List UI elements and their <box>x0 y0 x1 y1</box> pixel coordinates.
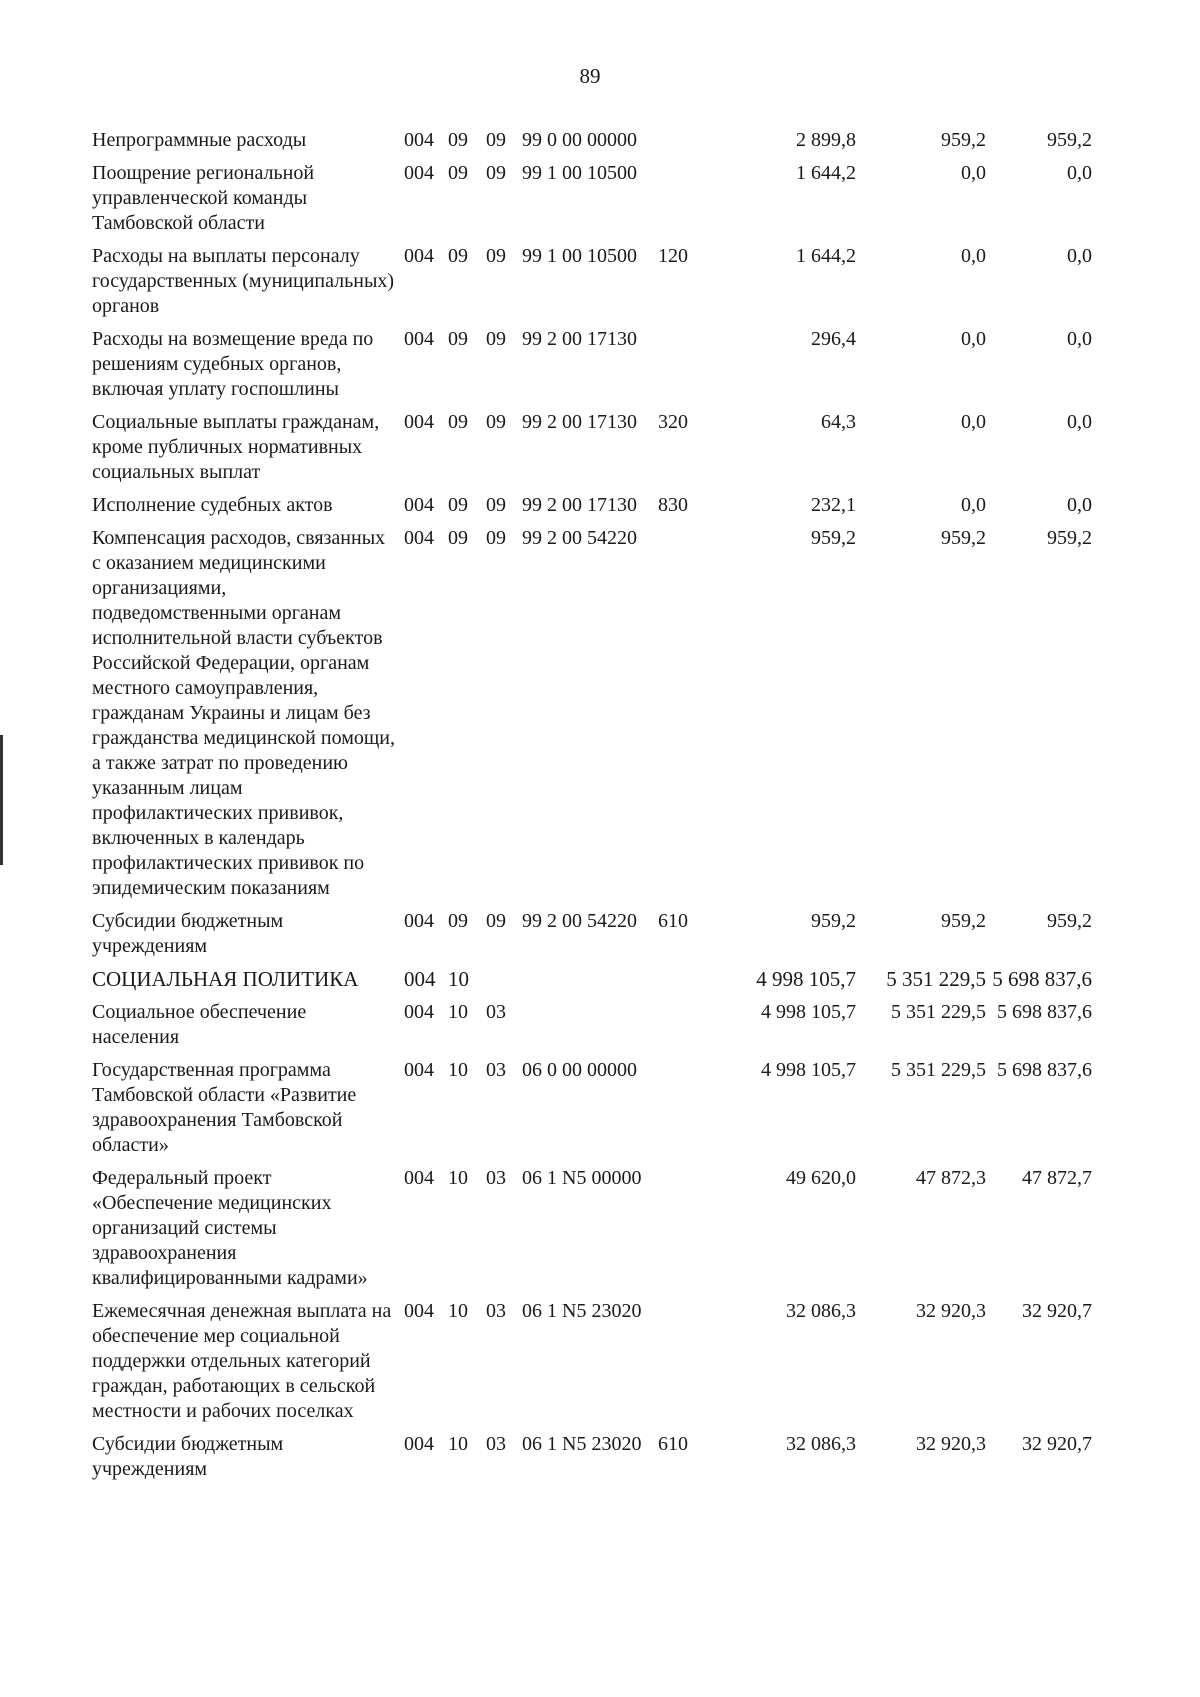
subsection-code: 09 <box>486 162 506 184</box>
target-article-code: 06 0 00 00000 <box>522 1059 637 1081</box>
section-code: 09 <box>448 129 468 151</box>
admin-code: 004 <box>404 1167 434 1189</box>
section-code: 10 <box>448 1433 468 1455</box>
amount-year-3: 0,0 <box>1067 494 1092 516</box>
subsection-code: 03 <box>486 1167 506 1189</box>
amount-year-1: 232,1 <box>811 494 856 516</box>
expense-name: Субсидии бюджетным учреждениям <box>92 910 284 957</box>
amount-year-1: 1 644,2 <box>796 162 856 184</box>
table-row <box>92 1299 1092 1424</box>
amount-year-1: 959,2 <box>811 910 856 932</box>
expense-name: Государственная программа Тамбовской области «Развитие здравоохранения Тамбовской области» <box>92 1059 357 1156</box>
amount-year-2: 5 351 229,5 <box>891 1001 986 1023</box>
amount-year-1: 64,3 <box>821 411 856 433</box>
amount-year-3: 5 698 837,6 <box>997 1001 1092 1023</box>
amount-year-3: 0,0 <box>1067 328 1092 350</box>
subsection-code: 03 <box>486 1433 506 1455</box>
admin-code: 004 <box>404 527 434 549</box>
expense-type-code: 830 <box>658 494 688 516</box>
target-article-code <box>512 967 648 992</box>
amount-year-3: 0,0 <box>1067 411 1092 433</box>
expense-type-code <box>648 967 708 992</box>
target-article-code: 99 2 00 17130 <box>522 328 637 350</box>
amount-year-1: 296,4 <box>811 328 856 350</box>
expense-type-code: 610 <box>658 910 688 932</box>
expense-name: Социальные выплаты гражданам, кроме публичных нормативных социальных выплат <box>92 411 380 483</box>
target-article-code: 99 2 00 54220 <box>522 910 637 932</box>
amount-year-2: 0,0 <box>961 162 986 184</box>
section-code: 09 <box>448 245 468 267</box>
expense-name: Федеральный проект «Обеспечение медицинских организаций системы здравоохранения квалифицированными кадрами» <box>92 1167 368 1289</box>
expense-type-code <box>648 128 708 153</box>
target-article-code: 99 1 00 10500 <box>522 245 637 267</box>
amount-year-1: 959,2 <box>811 527 856 549</box>
table-row <box>92 244 1092 319</box>
admin-code: 004 <box>404 494 434 516</box>
expense-type-code <box>648 1000 708 1050</box>
admin-code: 004 <box>404 910 434 932</box>
table-row <box>92 1058 1092 1158</box>
expense-type-code: 320 <box>658 411 688 433</box>
amount-year-3: 47 872,7 <box>1022 1167 1092 1189</box>
section-code: 09 <box>448 494 468 516</box>
amount-year-2: 959,2 <box>941 910 986 932</box>
target-article-code <box>512 1000 648 1050</box>
amount-year-3: 0,0 <box>1067 245 1092 267</box>
table-row <box>92 128 1092 153</box>
amount-year-3: 0,0 <box>1067 162 1092 184</box>
target-article-code: 99 2 00 54220 <box>522 527 637 549</box>
table-row <box>92 1166 1092 1291</box>
expense-type-code: 610 <box>658 1433 688 1455</box>
expense-type-code <box>648 161 708 236</box>
section-code: 10 <box>448 1059 468 1081</box>
expense-type-code <box>648 327 708 402</box>
amount-year-2: 959,2 <box>941 527 986 549</box>
subsection-code: 09 <box>486 527 506 549</box>
admin-code: 004 <box>404 129 434 151</box>
section-code: 10 <box>448 1300 468 1322</box>
scan-edge-mark <box>0 735 3 865</box>
admin-code: 004 <box>404 1059 434 1081</box>
budget-table <box>92 128 1092 1490</box>
amount-year-2: 47 872,3 <box>916 1167 986 1189</box>
table-row <box>92 327 1092 402</box>
expense-type-code <box>648 1299 708 1424</box>
section-code: 09 <box>448 527 468 549</box>
section-code: 09 <box>448 411 468 433</box>
expense-type-code <box>648 526 708 901</box>
subsection-code: 09 <box>486 411 506 433</box>
target-article-code: 99 1 00 10500 <box>522 162 637 184</box>
section-code: 09 <box>448 328 468 350</box>
section-code: 10 <box>448 967 469 991</box>
amount-year-2: 32 920,3 <box>916 1300 986 1322</box>
amount-year-2: 0,0 <box>961 494 986 516</box>
expense-name: Исполнение судебных актов <box>92 494 333 516</box>
target-article-code: 99 2 00 17130 <box>522 494 637 516</box>
table-row <box>92 909 1092 959</box>
target-article-code: 06 1 N5 23020 <box>522 1300 642 1322</box>
amount-year-3: 5 698 837,6 <box>997 1059 1092 1081</box>
subsection-code: 03 <box>486 1300 506 1322</box>
amount-year-1: 4 998 105,7 <box>761 1059 856 1081</box>
amount-year-3: 32 920,7 <box>1022 1300 1092 1322</box>
amount-year-1: 4 998 105,7 <box>761 1001 856 1023</box>
target-article-code: 99 0 00 00000 <box>522 129 637 151</box>
amount-year-1: 32 086,3 <box>786 1300 856 1322</box>
amount-year-3: 32 920,7 <box>1022 1433 1092 1455</box>
admin-code: 004 <box>404 967 436 991</box>
admin-code: 004 <box>404 1001 434 1023</box>
subsection-code: 09 <box>486 129 506 151</box>
target-article-code: 06 1 N5 00000 <box>522 1167 642 1189</box>
page-number: 89 <box>579 64 601 88</box>
amount-year-3: 959,2 <box>1047 527 1092 549</box>
amount-year-2: 0,0 <box>961 245 986 267</box>
subsection-code: 09 <box>486 328 506 350</box>
expense-name: Поощрение региональной управленческой команды Тамбовской области <box>92 162 315 234</box>
amount-year-1: 49 620,0 <box>786 1167 856 1189</box>
table-row <box>92 161 1092 236</box>
admin-code: 004 <box>404 245 434 267</box>
expense-name: Расходы на выплаты персоналу государственных (муниципальных) органов <box>92 245 395 317</box>
table-row <box>92 410 1092 485</box>
amount-year-2: 0,0 <box>961 328 986 350</box>
amount-year-3: 959,2 <box>1047 910 1092 932</box>
admin-code: 004 <box>404 1433 434 1455</box>
expense-name: Непрограммные расходы <box>92 129 307 151</box>
admin-code: 004 <box>404 328 434 350</box>
subsection-code: 09 <box>486 910 506 932</box>
section-code: 10 <box>448 1167 468 1189</box>
table-row <box>92 967 1092 992</box>
admin-code: 004 <box>404 411 434 433</box>
expense-name: Компенсация расходов, связанных с оказанием медицинскими организациями, подведомственными органам исполнительной власти субъектов Российской Федерации, органам местного самоуправления, гражданам Украины и лицам без гражданства медицинской помощи, а также затрат по проведению указанным лицам профилактических прививок, включенных в календарь профилактических прививок по эпидемическим показаниям <box>92 527 395 899</box>
subsection-code: 03 <box>486 1001 506 1023</box>
admin-code: 004 <box>404 1300 434 1322</box>
table-row <box>92 526 1092 901</box>
table-row <box>92 1000 1092 1050</box>
section-code: 09 <box>448 910 468 932</box>
subsection-code <box>486 967 512 992</box>
expense-name: СОЦИАЛЬНАЯ ПОЛИТИКА <box>92 967 359 991</box>
admin-code: 004 <box>404 162 434 184</box>
expense-name: Ежемесячная денежная выплата на обеспечение мер социальной поддержки отдельных категорий граждан, работающих в сельской местности и рабочих поселках <box>92 1300 392 1422</box>
expense-name: Расходы на возмещение вреда по решениям судебных органов, включая уплату госпошлины <box>92 328 374 400</box>
amount-year-2: 5 351 229,5 <box>891 1059 986 1081</box>
section-code: 09 <box>448 162 468 184</box>
amount-year-2: 959,2 <box>941 129 986 151</box>
amount-year-1: 4 998 105,7 <box>756 967 856 991</box>
table-row <box>92 493 1092 518</box>
amount-year-2: 5 351 229,5 <box>886 967 986 991</box>
target-article-code: 06 1 N5 23020 <box>522 1433 642 1455</box>
expense-name: Социальное обеспечение населения <box>92 1001 307 1048</box>
amount-year-1: 1 644,2 <box>796 245 856 267</box>
subsection-code: 09 <box>486 245 506 267</box>
table-row <box>92 1432 1092 1482</box>
subsection-code: 09 <box>486 494 506 516</box>
amount-year-3: 959,2 <box>1047 129 1092 151</box>
subsection-code: 03 <box>486 1059 506 1081</box>
expense-name: Субсидии бюджетным учреждениям <box>92 1433 284 1480</box>
section-code: 10 <box>448 1001 468 1023</box>
target-article-code: 99 2 00 17130 <box>522 411 637 433</box>
amount-year-1: 2 899,8 <box>796 129 856 151</box>
amount-year-3: 5 698 837,6 <box>992 967 1092 991</box>
expense-type-code: 120 <box>658 245 688 267</box>
expense-type-code <box>648 1166 708 1291</box>
amount-year-2: 32 920,3 <box>916 1433 986 1455</box>
amount-year-1: 32 086,3 <box>786 1433 856 1455</box>
amount-year-2: 0,0 <box>961 411 986 433</box>
expense-type-code <box>648 1058 708 1158</box>
